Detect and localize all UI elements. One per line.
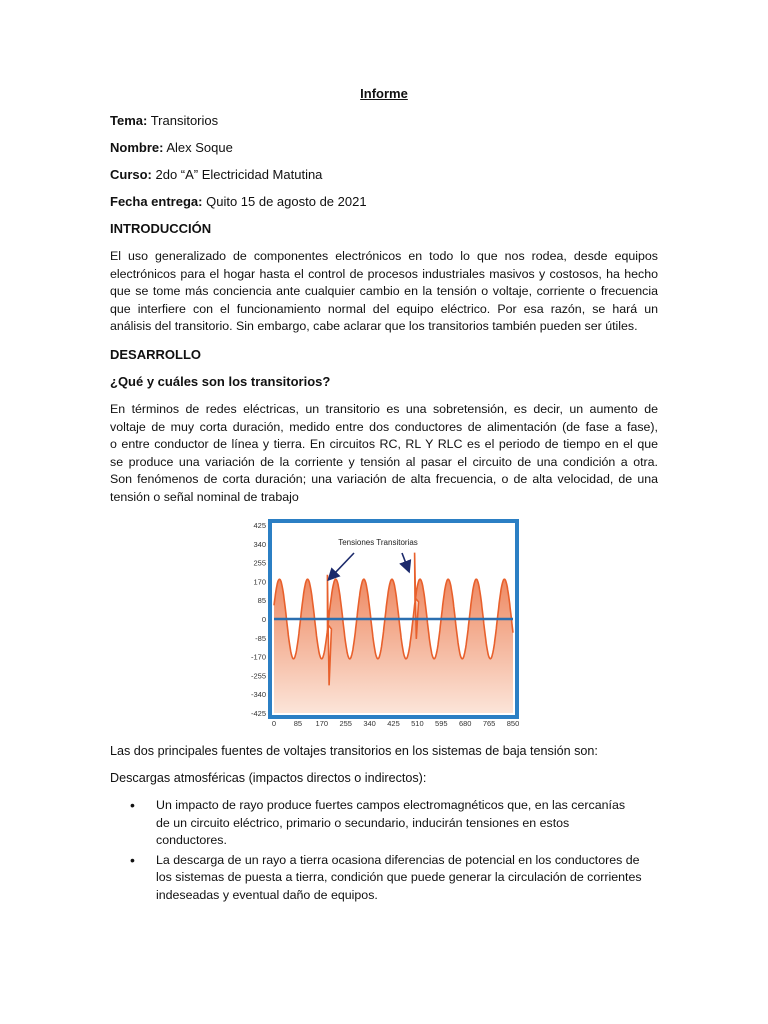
x-tick-label: 85	[293, 719, 303, 728]
list-item: • Un impacto de rayo produce fuertes campos electromagnéticos que, en las cercanías de un circuito eléctrico, primario o secundario, inducirán tensiones en estos conductores.	[130, 797, 626, 848]
intro-paragraph: El uso generalizado de componentes electrónicos en todo lo que nos rodea, desde equipos electrónicos para el hogar hasta el control de procesos industriales masivos y costosos, ha hecho que se tome más conciencia ante cualquier cambio en la tensión o voltaje, corriente o frecuencia que interfiere con el funcionamiento normal del equipo eléctrico. Por esa razón, se hará un análisis del transitorio. Sin embargo, cabe aclarar que los transitorios también pueden ser útiles.	[110, 249, 658, 334]
x-tick-label: 170	[315, 719, 329, 728]
question-heading: ¿Qué y cuáles son los transitorios?	[110, 374, 331, 389]
bullet-icon: •	[130, 851, 135, 868]
dev-heading: DESARROLLO	[110, 347, 201, 362]
field-curso: Curso: 2do “A” Electricidad Matutina	[110, 167, 323, 182]
y-tick-label: -85	[255, 633, 266, 643]
y-tick-label: -255	[250, 671, 266, 681]
field-nombre: Nombre: Alex Soque	[110, 140, 233, 155]
x-tick-label: 425	[387, 719, 400, 728]
y-tick-label: 425	[253, 521, 266, 530]
field-fecha: Fecha entrega: Quito 15 de agosto de 2021	[110, 194, 367, 209]
document-title: Informe	[360, 86, 408, 101]
y-tick-label: 0	[261, 615, 266, 624]
x-tick-label: 595	[435, 719, 448, 728]
x-tick-label: 255	[339, 719, 352, 728]
y-tick-label: 85	[257, 596, 266, 606]
list-item: • La descarga de un rayo a tierra ocasiona diferencias de potencial en los conductores de los sistemas de puesta a tierra, condición que puede generar la circulación de corrientes indeseadas y eventual daño de equipos.	[130, 851, 642, 902]
sources-line: Las dos principales fuentes de voltajes transitorios en los sistemas de baja tensión son:	[110, 744, 598, 758]
bullet-list	[110, 797, 670, 907]
y-tick-label: 170	[253, 577, 266, 587]
x-tick-label: 765	[482, 719, 496, 728]
y-tick-label: 255	[253, 558, 266, 568]
discharge-line: Descargas atmosféricas (impactos directos o indirectos):	[110, 771, 427, 785]
y-tick-label: -425	[250, 709, 266, 718]
x-tick-label: 850	[506, 719, 520, 728]
field-tema: Tema: Transitorios	[110, 113, 219, 128]
x-tick-label: 680	[458, 719, 472, 728]
x-tick-label: 510	[411, 719, 424, 728]
y-tick-label: -170	[250, 652, 266, 662]
bullet-icon: •	[130, 797, 135, 813]
dev-paragraph: En términos de redes eléctricas, un transitorio es una sobretensión, es decir, un aumento de voltaje de muy corta duración, medido entre dos conductores de alimentación (de fase a fase), o entre conductor de línea y tierra. En circuitos RC, RL Y RLC es el periodo de tiempo en el que se produce una variación de la corriente y tensión al pasar el circuito de una condición a otra. Son fenómenos de corta duración; una variación de alta frecuencia, o de alta velocidad, de una tensión o señal nominal de trabajo	[110, 402, 658, 504]
x-tick-label: 340	[363, 719, 376, 728]
y-tick-label: 340	[253, 539, 266, 549]
x-tick-label: 0	[271, 719, 277, 728]
transient-chart	[236, 517, 522, 735]
annotation-label: Tensiones Transitorias	[338, 538, 418, 547]
intro-heading: INTRODUCCIÓN	[110, 221, 212, 236]
y-tick-label: -340	[250, 690, 266, 700]
